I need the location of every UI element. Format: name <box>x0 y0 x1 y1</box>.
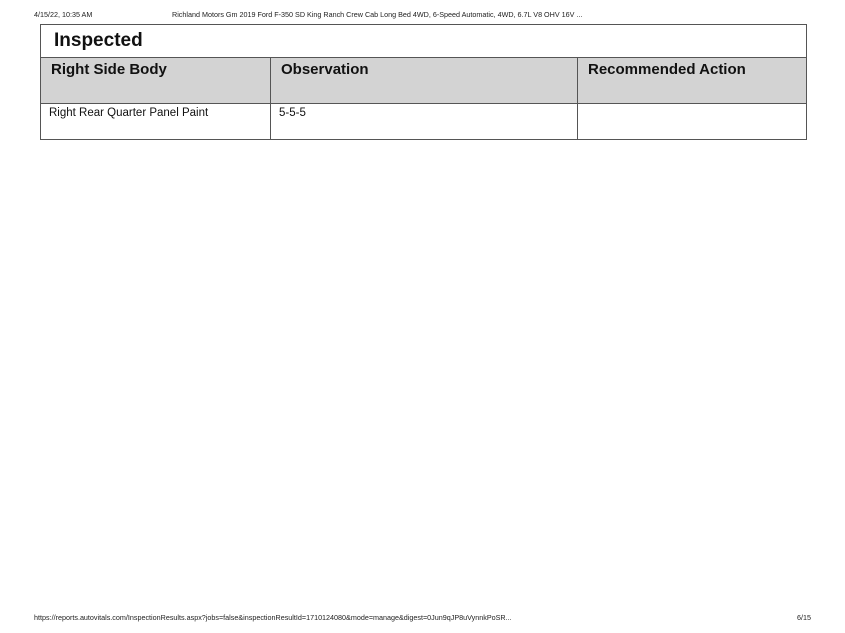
print-url[interactable]: https://reports.autovitals.com/InspectionResults.aspx?jobs=false&inspectionResultId=1710124080&mode=manage&digest=0Jun9qJP8uVynnkPoSR... <box>34 613 512 622</box>
table-row <box>41 104 807 140</box>
column-header-observation: Observation <box>271 58 578 104</box>
print-date: 4/15/22, 10:35 AM <box>34 10 93 19</box>
section-title: Inspected <box>41 25 807 58</box>
print-footer <box>34 612 811 624</box>
print-title: Richland Motors Gm 2019 Ford F-350 SD King Ranch Crew Cab Long Bed 4WD, 6-Speed Automatic, 4WD, 6.7L V8 OHV 16V ... <box>172 10 583 19</box>
column-header-recommended-action: Recommended Action <box>578 58 807 104</box>
row-observation: 5-5-5 <box>271 104 578 140</box>
inspection-table <box>40 24 807 140</box>
table-header-row <box>41 58 807 104</box>
column-header-item: Right Side Body <box>41 58 271 104</box>
print-header <box>34 9 811 21</box>
row-item: Right Rear Quarter Panel Paint <box>41 104 271 140</box>
row-recommended-action <box>578 104 807 140</box>
page-number: 6/15 <box>797 613 811 622</box>
